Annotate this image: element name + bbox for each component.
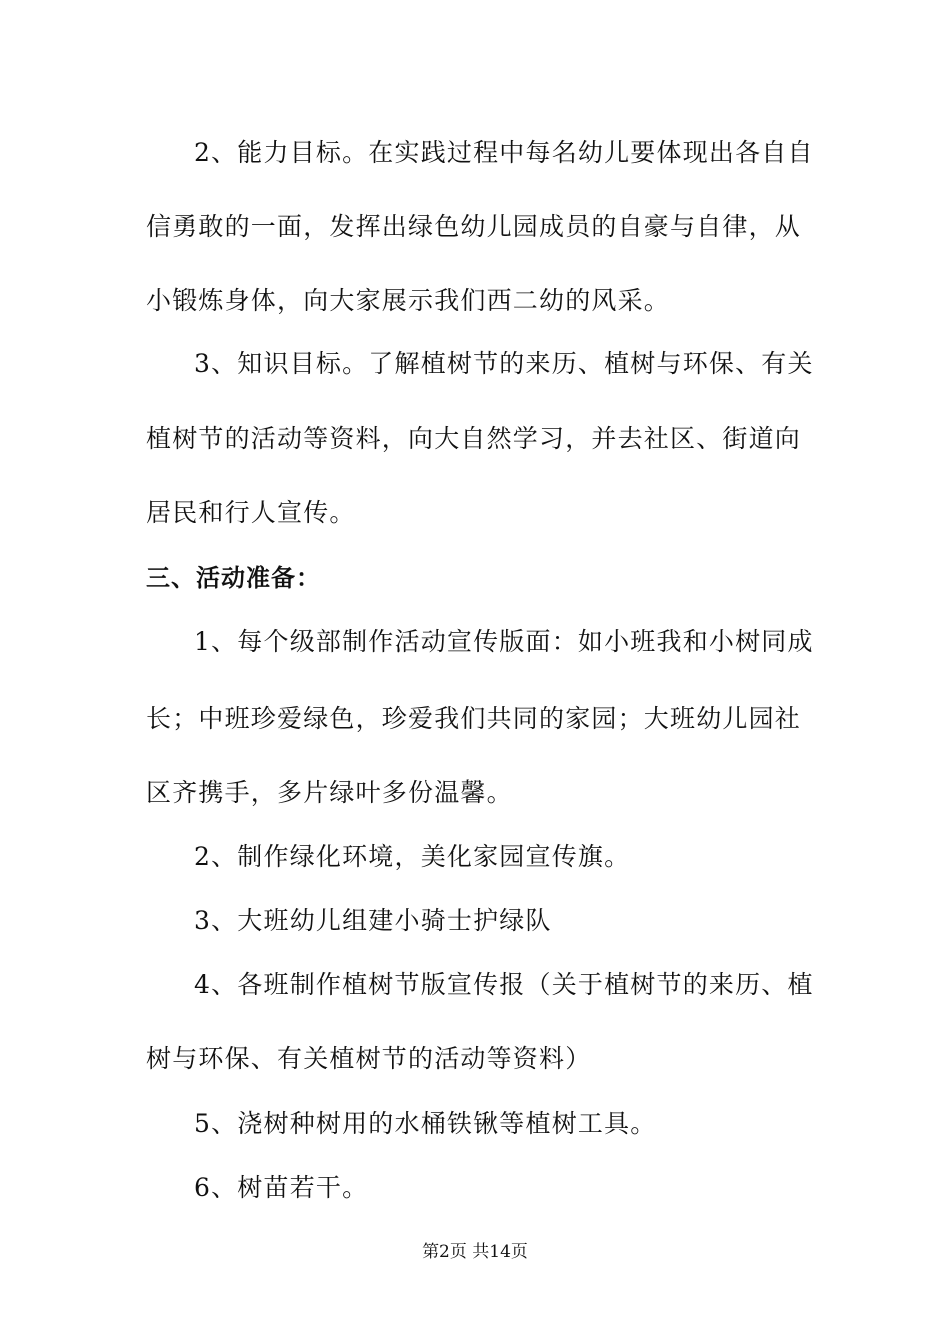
paragraph-line: 2、制作绿化环境，美化家园宣传旗。 (194, 842, 631, 871)
paragraph-line: 信勇敢的一面，发挥出绿色幼儿园成员的自豪与自律，从 (146, 212, 802, 241)
section-heading: 三、活动准备： (146, 564, 321, 592)
paragraph-line: 6、树苗若干。 (194, 1173, 369, 1202)
paragraph-line: 3、大班幼儿组建小骑士护绿队 (194, 906, 552, 935)
paragraph-line: 1、每个级部制作活动宣传版面：如小班我和小树同成 (194, 627, 814, 656)
page-footer: 第2页 共14页 (422, 1242, 528, 1262)
paragraph-line: 树与环保、有关植树节的活动等资料） (146, 1044, 592, 1073)
paragraph-line: 小锻炼身体，向大家展示我们西二幼的风采。 (146, 286, 671, 315)
paragraph-line: 居民和行人宣传。 (146, 498, 356, 527)
paragraph-line: 2、能力目标。在实践过程中每名幼儿要体现出各自自 (194, 138, 814, 167)
paragraph-line: 5、浇树种树用的水桶铁锹等植树工具。 (194, 1109, 657, 1138)
paragraph-line: 3、知识目标。了解植树节的来历、植树与环保、有关 (194, 349, 814, 378)
paragraph-line: 4、各班制作植树节版宣传报（关于植树节的来历、植 (194, 970, 814, 999)
paragraph-line: 植树节的活动等资料，向大自然学习，并去社区、街道向 (146, 424, 802, 453)
paragraph-line: 区齐携手，多片绿叶多份温馨。 (146, 778, 513, 807)
paragraph-line: 长；中班珍爱绿色，珍爱我们共同的家园；大班幼儿园社 (146, 704, 802, 733)
